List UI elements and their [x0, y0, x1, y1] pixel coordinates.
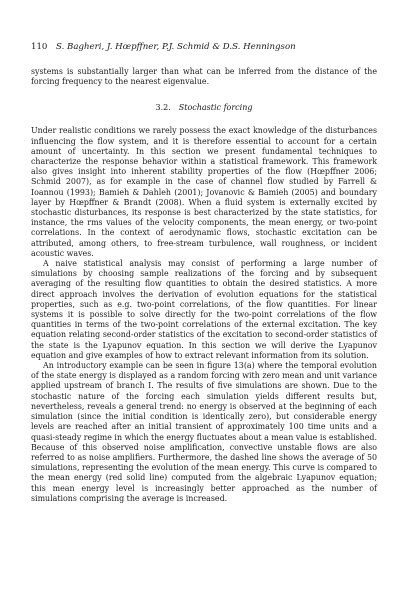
paper-page — [31, 40, 377, 504]
page-header — [31, 40, 377, 54]
paragraph: A naive statistical analysis may consist of performing a large number of simulations by choosing sample realizations of the forcing and by subsequent averaging of the resulting flow quantities to obtain the desired statistics. A more direct approach involves the derivation of evolution equations for the statistical properties, such as e.g. two-point correlations, of the flow quantities. For linear systems it is possible to solve directly for the two-point correlations of the flow quantities in terms of the two-point correlations of the external excitation. The key equation relating second-order statistics of the excitation to second-order statistics of the state is the Lyapunov equation. In this section we will derive the Lyapunov equation and give examples of how to extract relevant information from its solution. — [31, 259, 377, 360]
section-heading — [31, 102, 377, 113]
paragraph: An introductory example can be seen in figure 13(a) where the temporal evolution of the state energy is displayed as a random forcing with zero mean and unit variance applied upstream of branch I. The results of five simulations are shown. Due to the stochastic nature of the forcing each simulation yields different results but, nevertheless, reveals a general trend: no energy is observed at the beginning of each simulation (since the initial condition is identically zero), but considerable energy levels are reached after an initial transient of approximately 100 time units and a quasi-steady regime in which the energy fluctuates about a mean value is established. Because of this observed noise amplification, convective unstable flows are also referred to as noise amplifiers. Furthermore, the dashed line shows the average of 50 simulations, representing the evolution of the mean energy. This curve is compared to the mean energy (red solid line) computed from the algebraic Lyapunov equation; this mean energy level is increasingly better approached as the number of simulations comprising the average is increased. — [31, 361, 377, 503]
section-title: Stochastic forcing — [178, 103, 253, 113]
running-head-authors: S. Bagheri, J. Hœpffner, P.J. Schmid & D.S. Henningson — [56, 42, 296, 52]
page-number: 110 — [31, 42, 48, 52]
paragraph-continued: systems is substantially larger than what can be inferred from the distance of the forcing frequency to the nearest eigenvalue. — [31, 67, 377, 87]
paragraph: Under realistic conditions we rarely possess the exact knowledge of the disturbances influencing the flow system, and it is therefore essential to account for a certain amount of uncertainty. In this section we present fundamental techniques to characterize the response behavior within a statistical framework. This framework also gives insight into inherent stability properties of the flow (Hœpffner 2006; Schmid 2007), as for example in the case of channel flow studied by Farrell & Ioannou (1993); Bamieh & Dahleh (2001); Jovanovic & Bamieh (2005) and boundary layer by Hœpffner & Brandt (2008). When a fluid system is externally excited by stochastic disturbances, its response is best characterized by the state statistics, for instance, the rms values of the velocity components, the mean energy, or two-point correlations. In the context of aerodynamic flows, stochastic excitation can be attributed, among others, to free-stream turbulence, wall roughness, or incident acoustic waves. — [31, 126, 377, 258]
section-number: 3.2. — [155, 103, 171, 113]
